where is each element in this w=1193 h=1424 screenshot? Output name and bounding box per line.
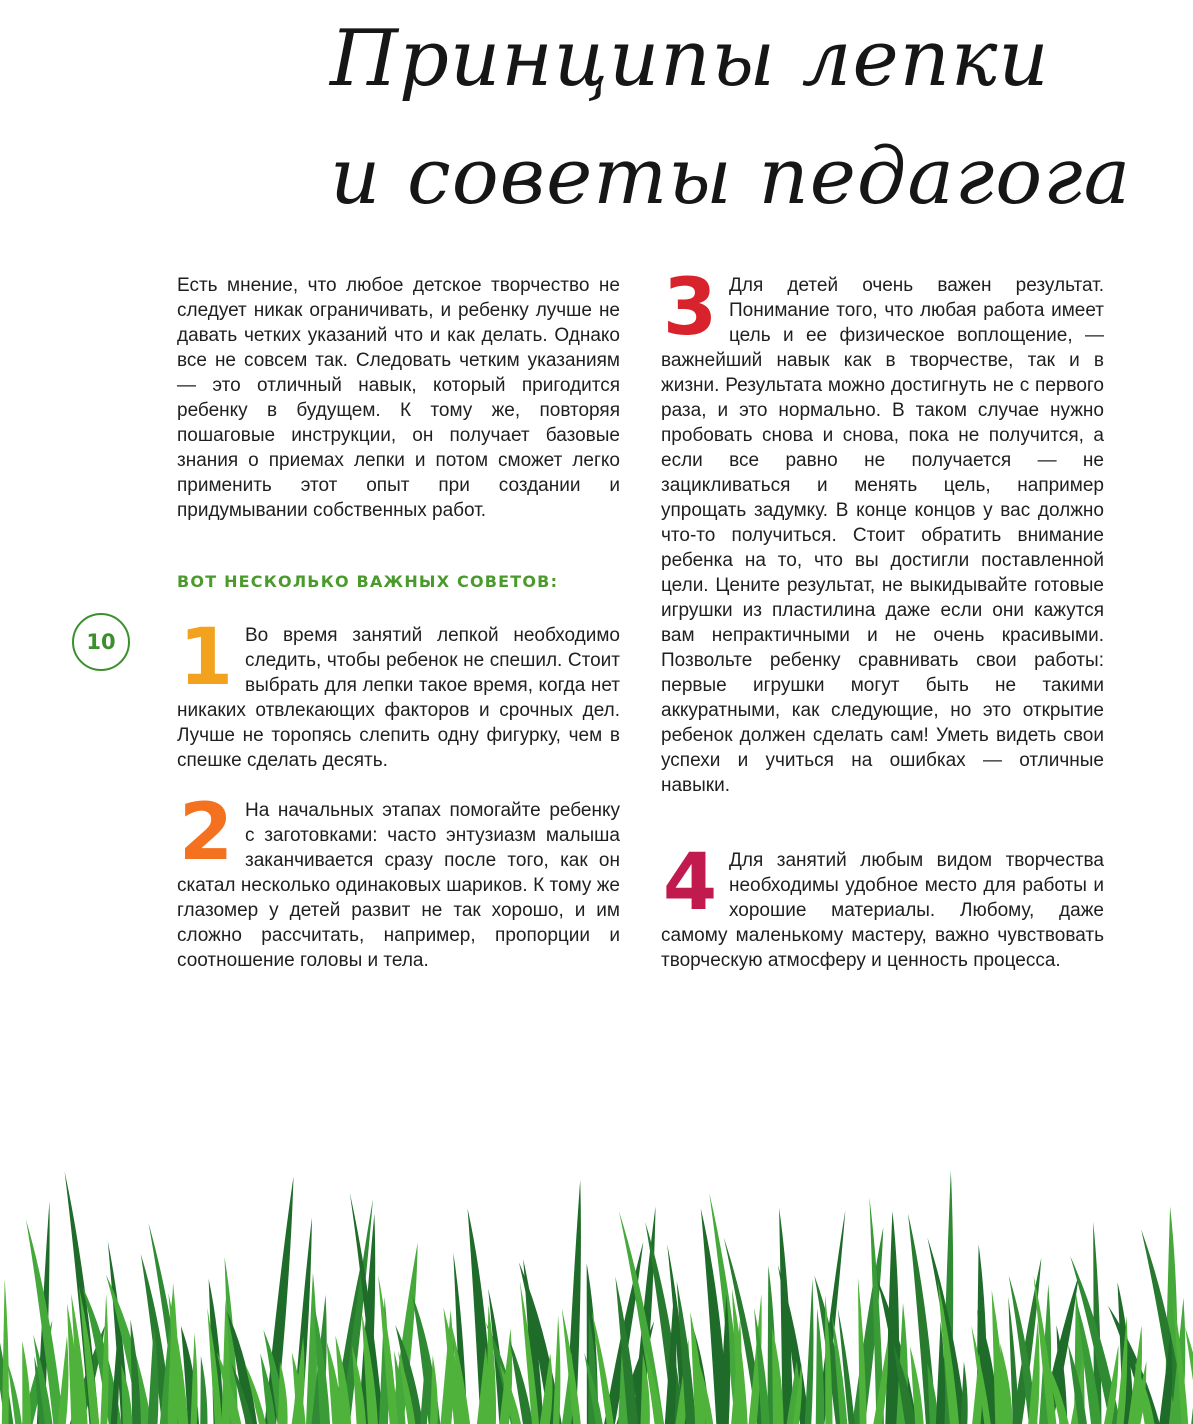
grass-illustration: [0, 1150, 1193, 1424]
grass-blade: [200, 1356, 207, 1424]
grass-blade: [553, 1316, 561, 1424]
tip-number-3: [659, 263, 721, 353]
digit-two-icon: 2: [178, 788, 234, 878]
grass-blade: [805, 1278, 814, 1424]
grass-blade: [57, 1336, 68, 1424]
tip-text: Во время занятий лепкой необходимо следить, чтобы ребенок не спешил. Стоит выбрать для лепки такое время, когда нет никаких отвлекающих факторов и срочных дел. Лучше не торопясь слепить одну фигурку, чем в спешке сделать десять.: [177, 625, 620, 771]
tip-1: [177, 613, 620, 773]
grass-blades: [0, 1171, 1193, 1424]
intro-text: Есть мнение, что любое детское творчество не следует никак ограничивать, и ребенку лучше не давать четких указаний что и как делать. Однако все не совсем так. Следовать четким указаниям — это отличный навык, который пригодится ребенку в будущем. К тому же, повторяя пошаговые инструкции, он получает базовые знания о приемах лепки и потом сможет легко применить этот опыт при создании и придумывании собственных работ.: [177, 275, 620, 521]
digit-four-icon: 4: [662, 838, 718, 928]
tip-number-2: [175, 788, 237, 878]
tip-text: На начальных этапах помогайте ребенку с заготовками: часто энтузиазм малыша заканчивается сразу после того, как он скатал несколько одинаковых шариков. К тому же глазомер у детей развит не так хорошо, и им сложно рассчитать, например, пропорции и соотношение головы и тела.: [177, 800, 620, 971]
tips-subheading: ВОТ НЕСКОЛЬКО ВАЖНЫХ СОВЕТОВ:: [177, 572, 559, 591]
tip-3: [661, 263, 1104, 798]
digit-one-icon: 1: [178, 613, 234, 703]
page-number: 10: [86, 630, 116, 654]
tip-4: [661, 838, 1104, 973]
page-title: [330, 0, 1132, 236]
tip-number-1: [175, 613, 237, 703]
tip-2: [177, 788, 620, 973]
digit-three-icon: 3: [662, 263, 718, 353]
title-line-2: и советы педагога: [330, 132, 1132, 222]
tip-text: Для занятий любым видом творчества необходимы удобное место для работы и хорошие материалы. Любому, даже самому маленькому мастеру, важно чувствовать творческую атмосферу и ценность процесса.: [661, 850, 1104, 971]
intro-paragraph: [177, 273, 620, 523]
title-line-1: Принципы лепки: [330, 14, 1050, 104]
grass-blade: [22, 1341, 31, 1424]
tip-number-4: [659, 838, 721, 928]
grass-blade: [2, 1279, 9, 1424]
tip-text: Для детей очень важен результат. Понимание того, что любая работа имеет цель и ее физическое воплощение, — важнейший навык как в творчестве, так и в жизни. Результата можно достигнуть не с первого раза, и это нормально. В таком случае нужно пробовать снова и снова, пока не получится, а если все равно не получается — не зацикливаться и менять цель, например упрощать задумку. В конце концов у вас должно что-то получиться. Стоит обратить внимание ребенка на то, что вы достигли поставленной цели. Цените результат, не выкидывайте готовые игрушки из пластилина даже если они кажутся вам непрактичными и не очень красивыми. Позвольте ребенку сравнивать свои работы: первые игрушки могут быть не такими аккуратными, как следующие, но это открытие ребенок должен сделать сам! Уметь видеть свои успехи и учиться на ошибках — отличные навыки.: [661, 275, 1104, 796]
page-number-badge: [72, 613, 130, 671]
